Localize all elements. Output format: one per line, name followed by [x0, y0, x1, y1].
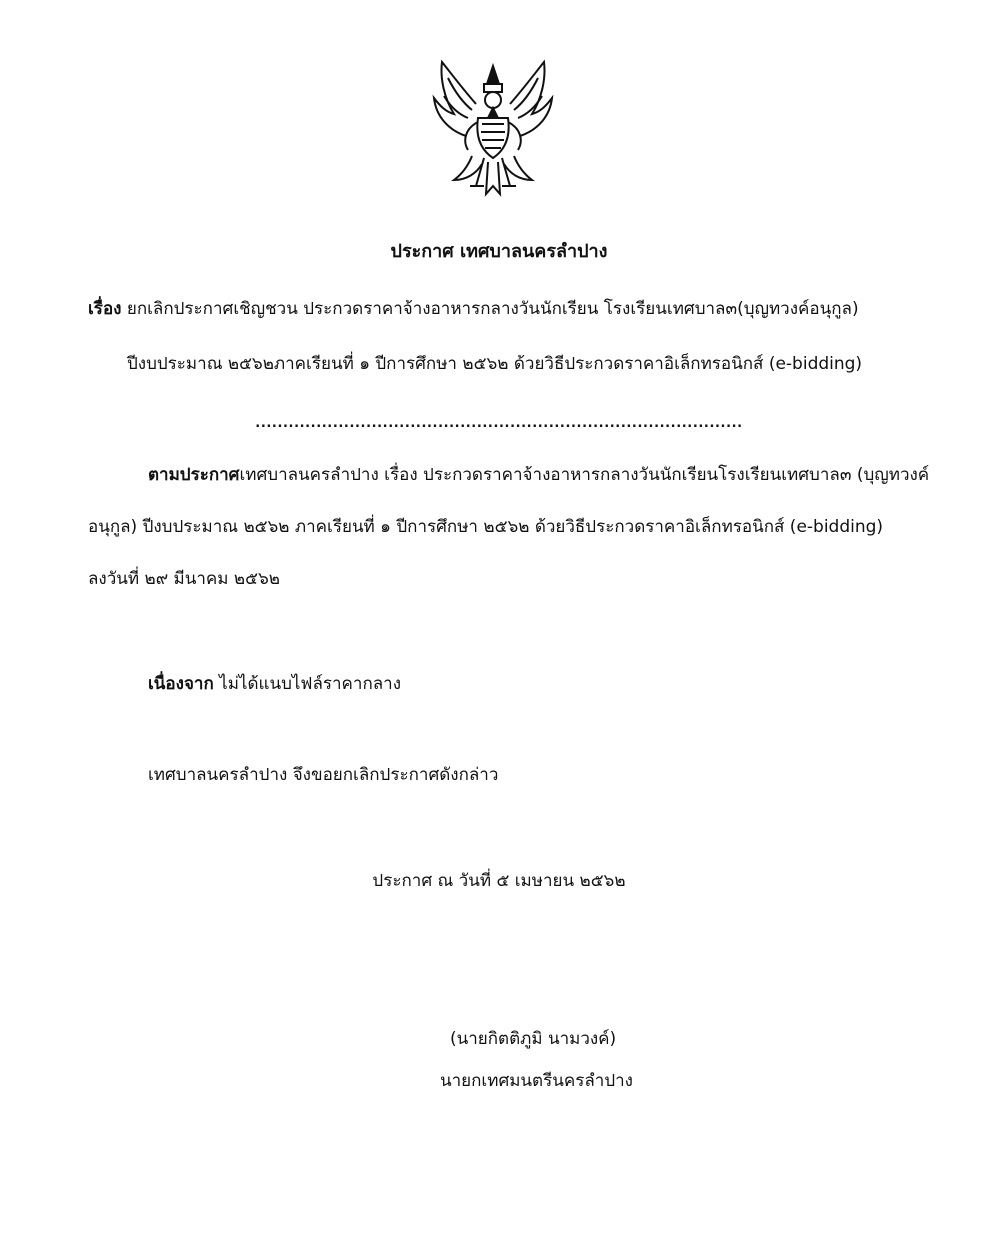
reason-line [148, 672, 401, 696]
announcement-title: ประกาศ เทศบาลนครลำปาง [390, 241, 608, 262]
reference-line-1 [148, 463, 929, 487]
subject-label: เรื่อง [88, 299, 122, 319]
reference-line-2: อนุกูล) ปีงบประมาณ ๒๕๖๒ ภาคเรียนที่ ๑ ปีการศึกษา ๒๕๖๒ ด้วยวิธีประกวดราคาอิเล็กทรอนิกส์ (e-bidding) [88, 517, 884, 537]
subject-text-1: ยกเลิกประกาศเชิญชวน ประกวดราคาจ้างอาหารกลางวันนักเรียน โรงเรียนเทศบาล๓(บุญทวงค์อนุกูล) [121, 299, 859, 319]
reference-text-1: เทศบาลนครลำปาง เรื่อง ประกวดราคาจ้างอาหารกลางวันนักเรียนโรงเรียนเทศบาล๓ (บุญทวงค์ [239, 465, 930, 485]
dotted-separator: ........................................................................................ [255, 416, 743, 431]
subject-line-2: ปีงบประมาณ ๒๕๖๒ภาคเรียนที่ ๑ ปีการศึกษา ๒๕๖๒ ด้วยวิธีประกวดราคาอิเล็กทรอนิกส์ (e-bidding) [127, 354, 863, 374]
reason-label: เนื่องจาก [148, 674, 214, 694]
reference-line-3: ลงวันที่ ๒๙ มีนาคม ๒๕๖๒ [88, 569, 280, 589]
signer-position: นายกเทศมนตรีนครลำปาง [440, 1071, 633, 1091]
reason-text: ไม่ได้แนบไฟล์ราคากลาง [213, 674, 402, 694]
subject-line-1 [88, 297, 859, 321]
announcement-date: ประกาศ ณ วันที่ ๕ เมษายน ๒๕๖๒ [372, 871, 626, 891]
garuda-emblem-icon [432, 58, 554, 200]
cancellation-statement: เทศบาลนครลำปาง จึงขอยกเลิกประกาศดังกล่าว [148, 765, 499, 785]
signer-name: (นายกิตติภูมิ นามวงค์) [450, 1029, 617, 1049]
reference-label: ตามประกาศ [148, 465, 240, 485]
